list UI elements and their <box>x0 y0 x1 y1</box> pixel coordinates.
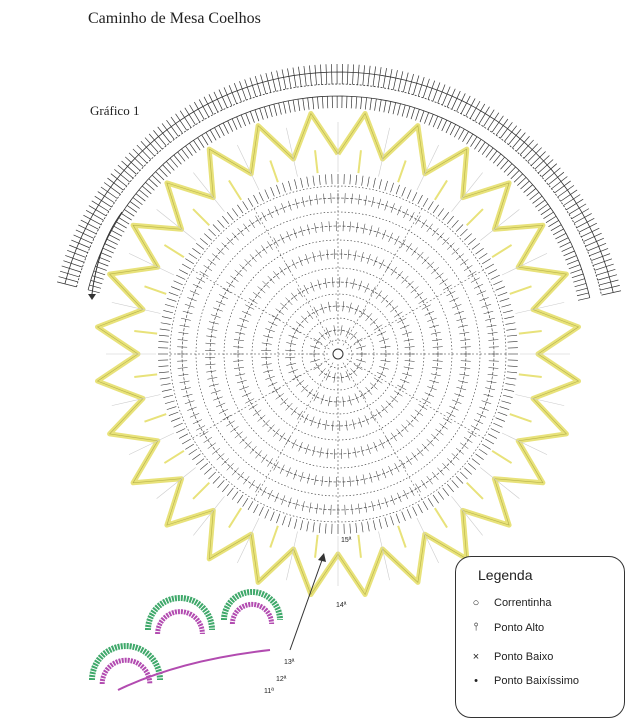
round-label-12: 12ª <box>276 676 286 683</box>
outer-stitch-arc <box>57 64 621 300</box>
direction-arrows <box>88 212 326 650</box>
center-doily-circle <box>158 174 518 534</box>
round-label-15: 15ª <box>341 537 351 544</box>
scallop-edge-detail <box>92 592 280 690</box>
double-crochet-icon: ⫯ <box>468 621 484 634</box>
legend-box <box>455 556 625 718</box>
single-crochet-icon: × <box>468 651 484 663</box>
legend-label: Correntinha <box>494 597 551 609</box>
round-label-14: 14ª <box>336 602 346 609</box>
chain-stitch-icon: ○ <box>468 597 484 609</box>
legend-label: Ponto Baixo <box>494 651 553 663</box>
page-title: Caminho de Mesa Coelhos <box>88 10 261 28</box>
round-label-11: 11ª <box>264 688 274 695</box>
slip-stitch-icon: • <box>468 675 484 687</box>
legend-label: Ponto Baixíssimo <box>494 675 579 687</box>
legend-title: Legenda <box>478 567 533 583</box>
legend-item-ponto-baixissimo <box>468 675 579 687</box>
legend-item-correntinha <box>468 597 551 609</box>
legend-item-ponto-alto <box>468 621 544 634</box>
legend-item-ponto-baixo <box>468 651 553 663</box>
yellow-petal-ring <box>98 114 579 595</box>
round-label-13: 13ª <box>284 659 294 666</box>
chart-label: Gráfico 1 <box>90 103 139 119</box>
legend-label: Ponto Alto <box>494 622 544 634</box>
